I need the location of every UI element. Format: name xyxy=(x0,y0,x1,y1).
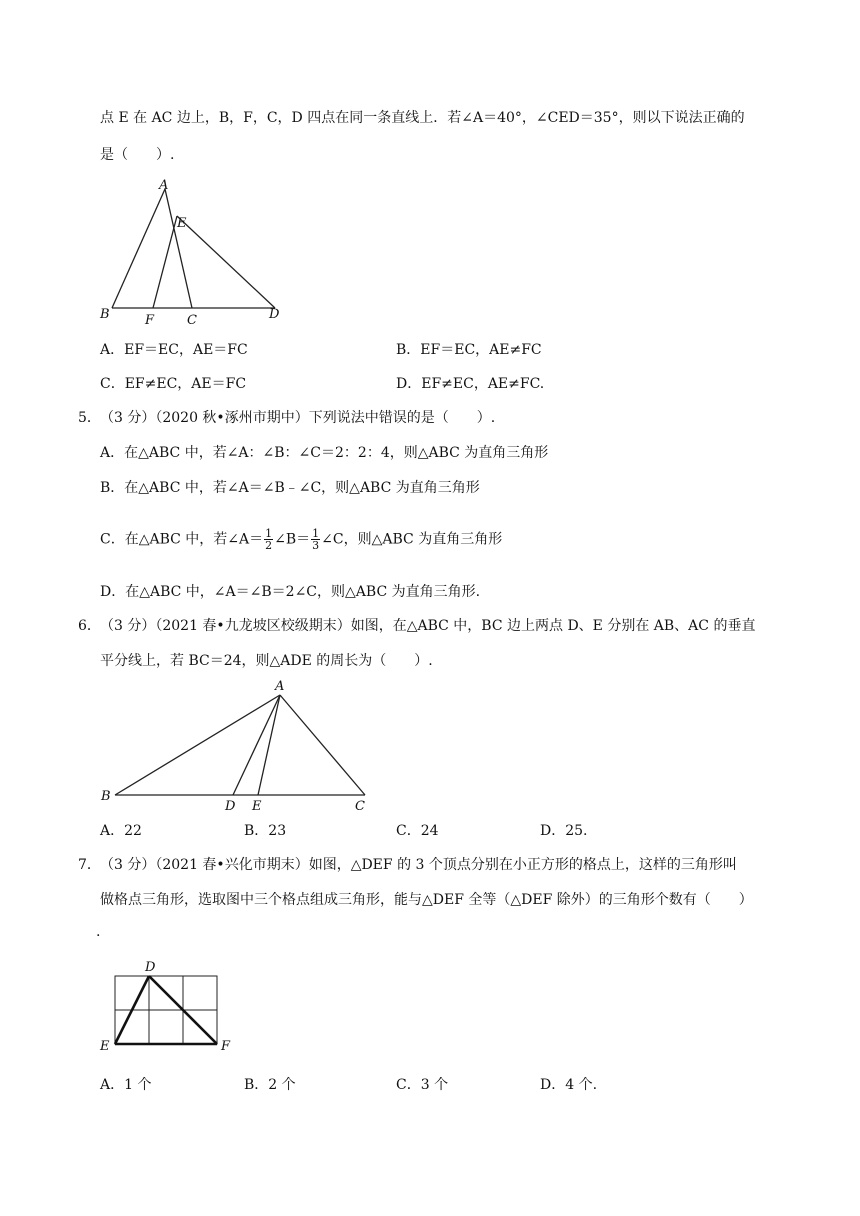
q5-option-c-middle: ∠B＝ xyxy=(274,531,311,548)
q7-stem-line3: . xyxy=(96,924,101,940)
fraction-numerator: 1 xyxy=(265,527,273,540)
fraction-one-half xyxy=(264,528,273,551)
q7-number: 7． xyxy=(78,857,101,873)
q4-triangle-figure xyxy=(95,176,295,332)
fraction-one-third xyxy=(311,528,320,551)
q7-stem-line1: （3 分）（2021 春•兴化市期末）如图，△DEF 的 3 个顶点分别在小正方形的格点上，这样的三角形叫 xyxy=(100,857,737,873)
q4-label-E: E xyxy=(177,216,187,231)
q4-option-d: D．EF≠EC，AE≠FC. xyxy=(396,376,545,392)
q7-option-d: D．4 个. xyxy=(540,1077,598,1093)
q5-option-d: D．在△ABC 中，∠A＝∠B＝2∠C，则△ABC 为直角三角形. xyxy=(100,584,481,600)
q4-stem-line2: 是（ ）. xyxy=(100,147,175,163)
q6-option-b: B．23 xyxy=(244,823,287,839)
q7-option-a: A．1 个 xyxy=(100,1077,152,1093)
q5-option-c-suffix: ∠C，则△ABC 为直角三角形 xyxy=(321,531,503,548)
q6-triangle-figure xyxy=(95,676,380,816)
q7-option-c: C．3 个 xyxy=(396,1077,449,1093)
q4-option-c: C．EF≠EC，AE＝FC xyxy=(100,376,247,392)
q6-stem-line2: 平分线上，若 BC＝24，则△ADE 的周长为（ ）. xyxy=(100,653,433,669)
q5-option-c-prefix: C．在△ABC 中，若∠A＝ xyxy=(100,531,264,548)
q4-label-A: A xyxy=(159,178,169,193)
q5-option-c xyxy=(100,528,502,551)
q6-option-c: C．24 xyxy=(396,823,439,839)
q7-option-b: B．2 个 xyxy=(244,1077,296,1093)
q5-stem: （3 分）（2020 秋•涿州市期中）下列说法中错误的是（ ）. xyxy=(100,410,496,426)
q6-label-E: E xyxy=(252,799,262,814)
q4-label-F: F xyxy=(145,313,155,328)
q7-stem-line2: 做格点三角形，选取图中三个格点组成三角形，能与△DEF 全等（△DEF 除外）的三角形个数有（ ） xyxy=(100,892,753,908)
q6-label-B: B xyxy=(101,789,111,804)
fraction-denominator: 3 xyxy=(312,539,320,552)
q6-label-A: A xyxy=(275,679,285,694)
q6-stem-line1: （3 分）（2021 春•九龙坡区校级期末）如图，在△ABC 中，BC 边上两点 D、E 分别在 AB、AC 的垂直 xyxy=(100,618,756,634)
fraction-numerator: 1 xyxy=(312,527,320,540)
q4-option-b: B．EF＝EC，AE≠FC xyxy=(396,342,542,358)
q6-label-D: D xyxy=(225,799,236,814)
q5-option-b: B．在△ABC 中，若∠A＝∠B﹣∠C，则△ABC 为直角三角形 xyxy=(100,480,480,496)
q4-option-a: A．EF＝EC，AE＝FC xyxy=(100,342,248,358)
q7-label-D: D xyxy=(145,960,156,975)
q6-label-C: C xyxy=(355,799,365,814)
q6-number: 6． xyxy=(78,618,101,634)
q6-option-d: D．25. xyxy=(540,823,588,839)
q7-grid-figure xyxy=(95,958,245,1058)
q4-label-B: B xyxy=(100,307,110,322)
q5-number: 5． xyxy=(78,410,101,426)
q7-label-F: F xyxy=(221,1039,231,1054)
q4-stem-line1: 点 E 在 AC 边上，B，F，C，D 四点在同一条直线上．若∠A＝40°，∠CED＝35°，则以下说法正确的 xyxy=(100,110,745,126)
q4-label-C: C xyxy=(187,313,197,328)
fraction-denominator: 2 xyxy=(265,539,273,552)
q5-option-a: A．在△ABC 中，若∠A：∠B：∠C＝2：2：4，则△ABC 为直角三角形 xyxy=(100,445,549,461)
q4-label-D: D xyxy=(269,307,280,322)
q6-option-a: A．22 xyxy=(100,823,142,839)
q7-label-E: E xyxy=(100,1039,110,1054)
